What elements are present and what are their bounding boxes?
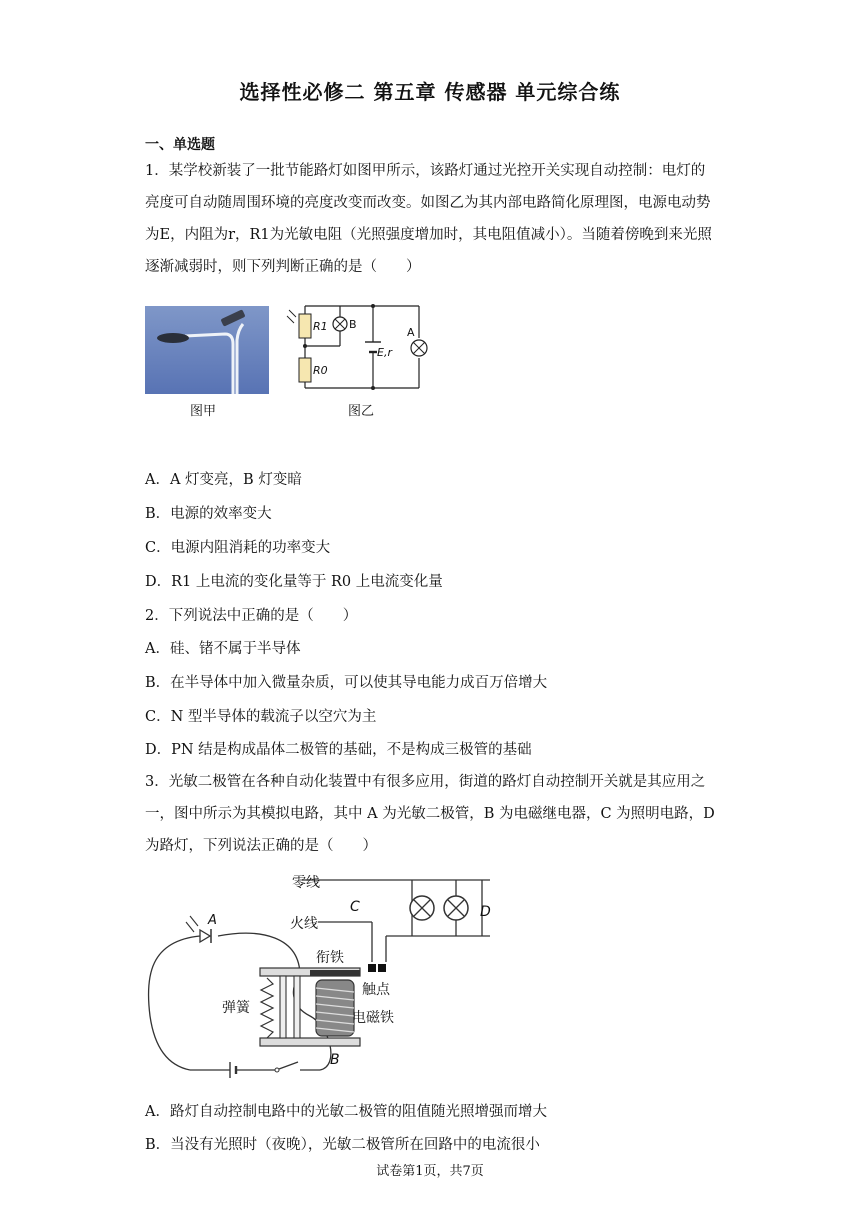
q1-option-c: C．电源内阻消耗的功率变大 bbox=[145, 540, 331, 556]
photodiode-relay-diagram bbox=[140, 866, 500, 1086]
question-1-stem: 1．某学校新装了一批节能路灯如图甲所示，该路灯通过光控开关实现自动控制：电灯的亮度可自动随周围环境的亮度改变而改变。如图乙为其内部电路简化原理图，电源电动势为E，内阻为r，R1为光敏电阻（光照强度增加时，其电阻值减小）。当随着傍晚到来光照逐渐减弱时，则下列判断正确的是（ ） bbox=[145, 163, 712, 275]
label-d: D bbox=[480, 904, 491, 920]
q3-option-a: A．路灯自动控制电路中的光敏二极管的阻值随光照增强而增大 bbox=[145, 1104, 547, 1120]
figure-b-caption: 图乙 bbox=[348, 404, 375, 419]
label-c: C bbox=[350, 899, 360, 915]
label-er: E,r bbox=[377, 346, 392, 359]
label-b: B bbox=[330, 1052, 340, 1068]
street-lamp-photo bbox=[145, 306, 269, 394]
question-3-stem: 3．光敏二极管在各种自动化装置中有很多应用，街道的路灯自动控制开关就是其应用之一，图中所示为其模拟电路，其中 A 为光敏二极管，B 为电磁继电器，C 为照明电路，D 为路灯，下列说法正确的是（ ） bbox=[145, 774, 715, 854]
q2-option-d: D．PN 结是构成晶体二极管的基础，不是构成三极管的基础 bbox=[145, 742, 532, 758]
q2-option-b: B．在半导体中加入微量杂质，可以使其导电能力成百万倍增大 bbox=[145, 675, 548, 691]
q3-option-b: B．当没有光照时（夜晚），光敏二极管所在回路中的电流很小 bbox=[145, 1137, 540, 1153]
q1-option-d: D．R1 上电流的变化量等于 R0 上电流变化量 bbox=[145, 574, 443, 590]
label-a: A bbox=[208, 913, 217, 928]
label-electromagnet: 电磁铁 bbox=[352, 1010, 394, 1026]
page-title: 选择性必修二 第五章 传感器 单元综合练 bbox=[239, 80, 621, 104]
page-footer: 试卷第1页，共7页 bbox=[376, 1164, 484, 1179]
q2-option-a: A．硅、锗不属于半导体 bbox=[145, 641, 301, 657]
label-neutral: 零线 bbox=[292, 875, 320, 891]
question-2-stem: 2．下列说法中正确的是（ ） bbox=[145, 608, 358, 624]
label-b: B bbox=[349, 318, 357, 331]
circuit-diagram-b bbox=[285, 300, 435, 395]
section-heading: 一、单选题 bbox=[145, 137, 215, 153]
label-r0: R0 bbox=[313, 364, 328, 377]
label-r1: R1 bbox=[313, 320, 328, 333]
label-live: 火线 bbox=[290, 916, 318, 932]
label-contact: 触点 bbox=[362, 982, 390, 998]
label-spring: 弹簧 bbox=[222, 1000, 250, 1016]
q1-option-a: A．A 灯变亮，B 灯变暗 bbox=[145, 472, 302, 488]
q1-option-b: B．电源的效率变大 bbox=[145, 506, 272, 522]
figure-a-caption: 图甲 bbox=[190, 404, 217, 419]
label-armature: 衔铁 bbox=[316, 950, 344, 966]
label-a: A bbox=[407, 326, 415, 339]
q2-option-c: C．N 型半导体的载流子以空穴为主 bbox=[145, 709, 377, 725]
